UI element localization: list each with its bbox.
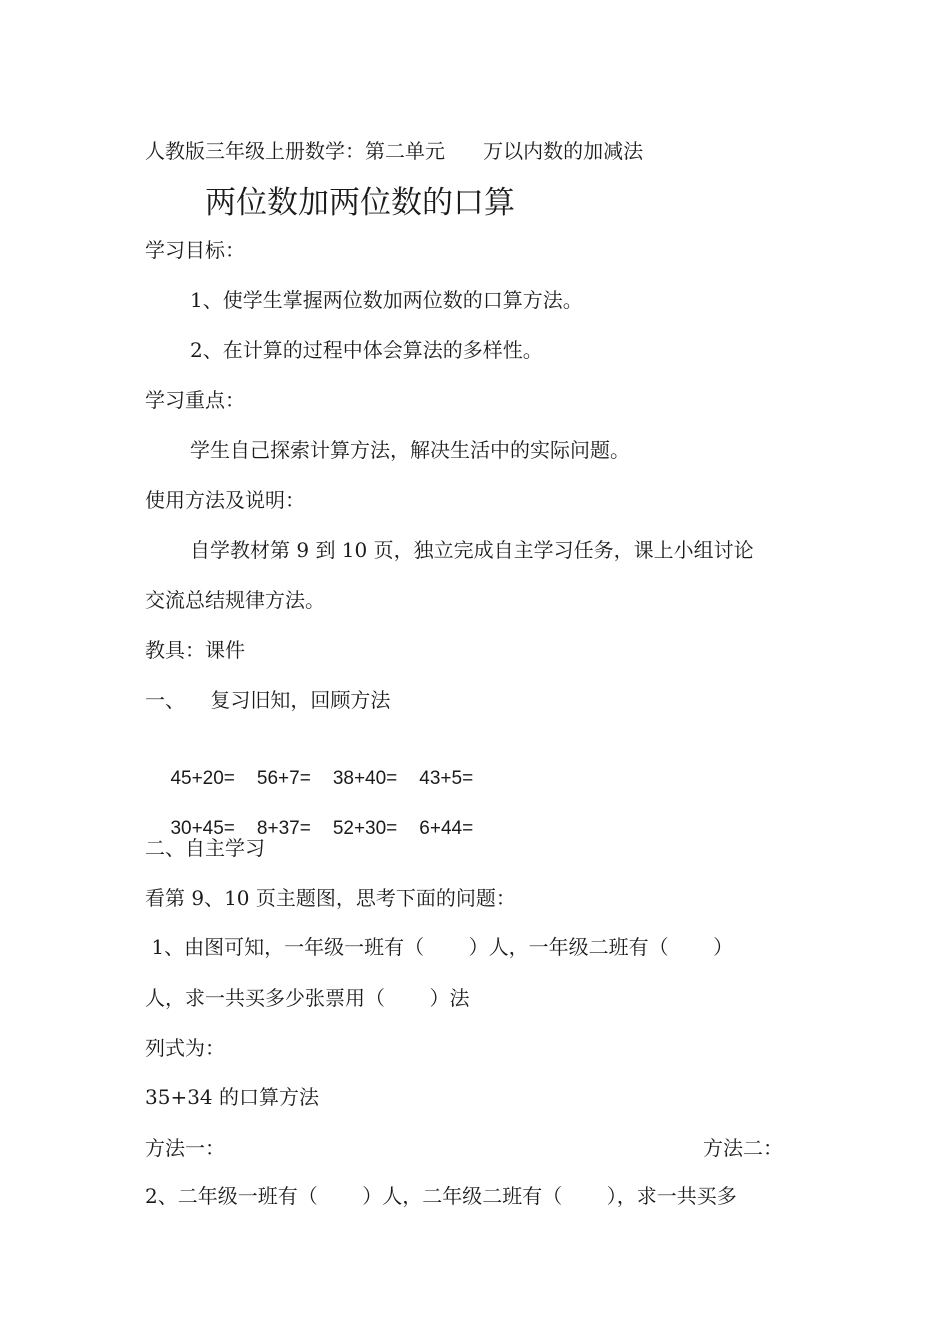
equation: 52+30= bbox=[332, 818, 398, 839]
section1-heading: 一、 复习旧知，回顾方法 bbox=[145, 688, 391, 712]
goals-heading: 学习目标： bbox=[145, 238, 245, 262]
equation: 45+20= bbox=[170, 768, 235, 789]
question-1-continued: 人，求一共买多少张票用（ ）法 bbox=[145, 986, 470, 1010]
method-title: 35+34 的口算方法 bbox=[145, 1085, 320, 1109]
focus-text: 学生自己探索计算方法，解决生活中的实际问题。 bbox=[190, 438, 630, 462]
question-2: 2、二年级一班有（ ）人，二年级二班有（ ），求一共买多 bbox=[145, 1184, 737, 1208]
equation: 8+37= bbox=[256, 818, 311, 839]
document-subtitle: 人教版三年级上册数学：第二单元 万以内数的加减法 bbox=[145, 139, 644, 163]
section2-intro: 看第 9、10 页主题图，思考下面的问题： bbox=[145, 886, 516, 910]
document-title: 两位数加两位数的口算 bbox=[205, 185, 515, 221]
method-two-label: 方法二： bbox=[703, 1136, 783, 1160]
equation: 38+40= bbox=[332, 768, 398, 789]
focus-heading: 学习重点： bbox=[145, 388, 245, 412]
equation: 30+45= bbox=[170, 818, 235, 839]
goal-item: 2、在计算的过程中体会算法的多样性。 bbox=[190, 338, 543, 362]
usage-text-continued: 交流总结规律方法。 bbox=[145, 588, 325, 612]
question-1: 1、由图可知，一年级一班有（ ）人，一年级二班有（ ） bbox=[145, 935, 734, 959]
method-one-label: 方法一： bbox=[145, 1136, 225, 1160]
formula-label: 列式为： bbox=[145, 1036, 225, 1060]
usage-text: 自学教材第 9 到 10 页，独立完成自主学习任务，课上小组讨论 bbox=[190, 538, 754, 562]
equation: 56+7= bbox=[256, 768, 311, 789]
goal-item: 1、使学生掌握两位数加两位数的口算方法。 bbox=[190, 288, 583, 312]
usage-heading: 使用方法及说明： bbox=[145, 488, 305, 512]
equation: 6+44= bbox=[419, 818, 474, 839]
equation: 43+5= bbox=[419, 768, 474, 789]
section2-heading: 二、自主学习 bbox=[145, 836, 265, 860]
tools-line: 教具：课件 bbox=[145, 638, 245, 662]
